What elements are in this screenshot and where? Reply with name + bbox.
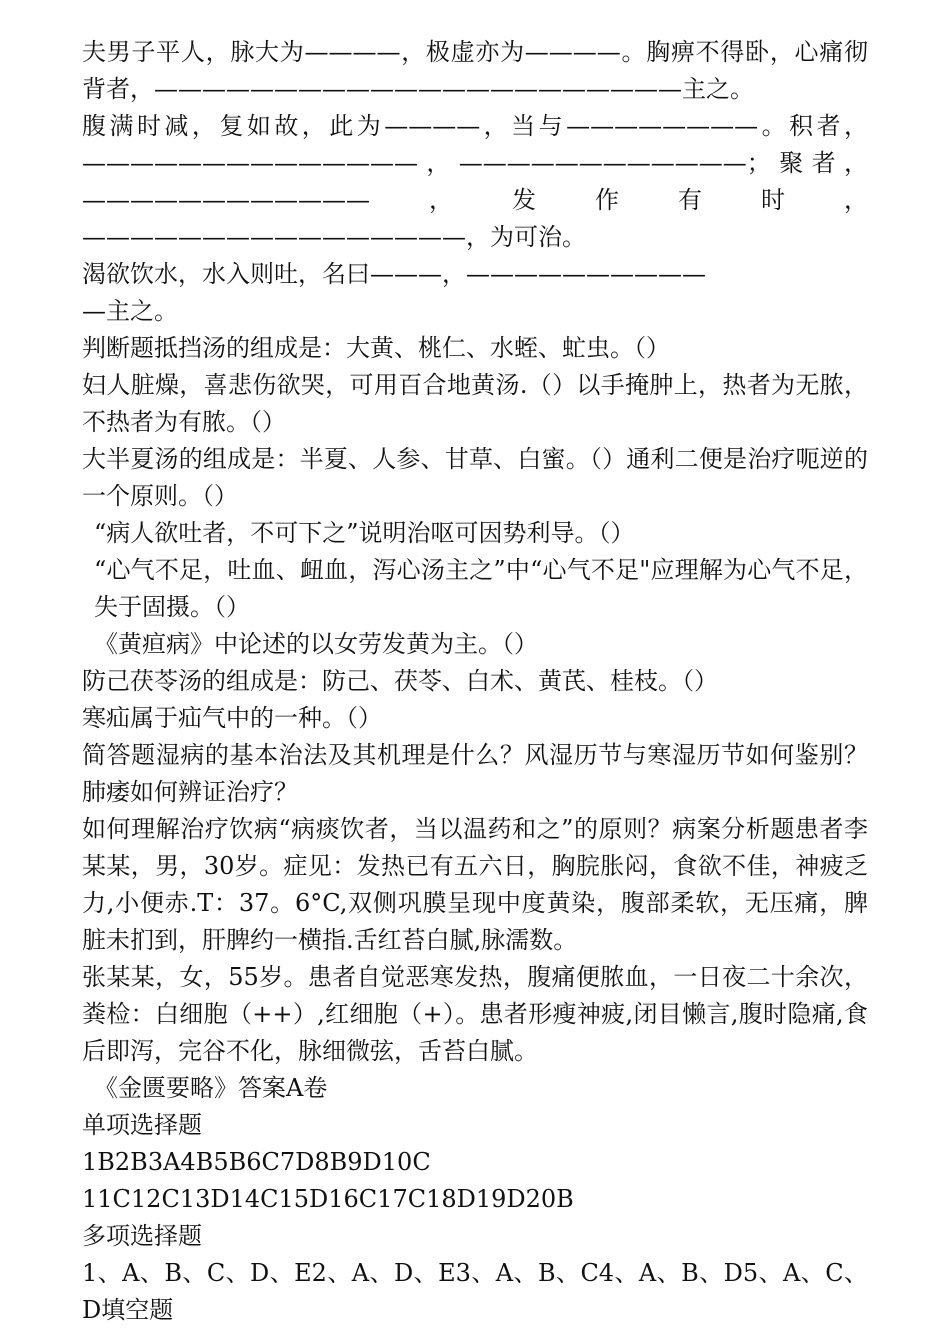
answers-single-choice-2: 11C12C13D14C15D16C17C18D19D20B (82, 1185, 574, 1213)
paragraph-fill-blank-2: 腹满时减，复如故，此为————，当与————————。积者，——————————————，————————————；聚者，————————————，发作有时，————————————————，为可治。 (82, 112, 868, 251)
section-single-choice: 单项选择题 (82, 1111, 202, 1139)
paragraph-true-false-8: 寒疝属于疝气中的一种。（） (82, 704, 382, 732)
answers-multiple-choice: 1、A、B、C、D、E2、A、D、E3、A、B、C4、A、B、D5、A、C、D填空题 (82, 1259, 868, 1324)
paragraph-fill-blank-3-end: —主之。 (82, 297, 178, 325)
paragraph-true-false-1: 判断题抵挡汤的组成是：大黄、桃仁、水蛭、虻虫。（） (82, 334, 670, 362)
paragraph-true-false-4: “病人欲吐者，不可下之”说明治呕可因势利导。（） (94, 519, 635, 547)
paragraph-true-false-5: “心气不足，吐血、衄血，泻心汤主之”中“心气不足"应理解为心气不足，失于固摄。（） (94, 556, 868, 621)
section-multiple-choice: 多项选择题 (82, 1222, 202, 1250)
paragraph-true-false-3: 大半夏汤的组成是：半夏、人参、甘草、白蜜。（）通利二便是治疗呃逆的一个原则。（） (82, 445, 868, 510)
answers-single-choice-1: 1B2B3A4B5B6C7D8B9D10C (82, 1148, 431, 1176)
paragraph-fill-blank-3: 渴欲饮水，水入则吐，名曰———，—————————— (82, 260, 706, 288)
paragraph-case-analysis-2: 张某某，女，55岁。患者自觉恶寒发热，腹痛便脓血，一日夜二十余次，粪检：白细胞（++）,红细胞（+）。患者形瘦神疲,闭目懒言,腹时隐痛,食后即泻，完谷不化，脉细微弦，舌苔白腻。 (82, 963, 868, 1065)
paragraph-true-false-6: 《黄疸病》中论述的以女劳发黄为主。（） (94, 630, 538, 658)
paragraph-case-analysis-1: 如何理解治疗饮病“病痰饮者，当以温药和之”的原则？病案分析题患者李某某，男，30岁。症见：发热已有五六日，胸脘胀闷，食欲不佳，神疲乏力,小便赤.T：37。6°C,双侧巩膜呈现中度黄染，腹部柔软，无压痛，脾脏未扪到，肝脾约一横指.舌红苔白腻,脉濡数。 (82, 815, 868, 954)
paragraph-true-false-2: 妇人脏燥，喜悲伤欲哭，可用百合地黄汤.（）以手掩肿上，热者为无脓，不热者为有脓。（） (82, 371, 868, 436)
paragraph-short-answer: 简答题湿病的基本治法及其机理是什么？风湿历节与寒湿历节如何鉴别？肺痿如何辨证治疗？ (82, 741, 868, 806)
answer-key-title: 《金匮要略》答案A卷 (94, 1074, 328, 1102)
paragraph-true-false-7: 防己茯苓汤的组成是：防己、茯苓、白术、黄芪、桂枝。（） (82, 667, 718, 695)
paragraph-fill-blank-1: 夫男子平人，脉大为————，极虚亦为————。胸痹不得卧，心痛彻背者，——————————————————————主之。 (82, 38, 868, 103)
